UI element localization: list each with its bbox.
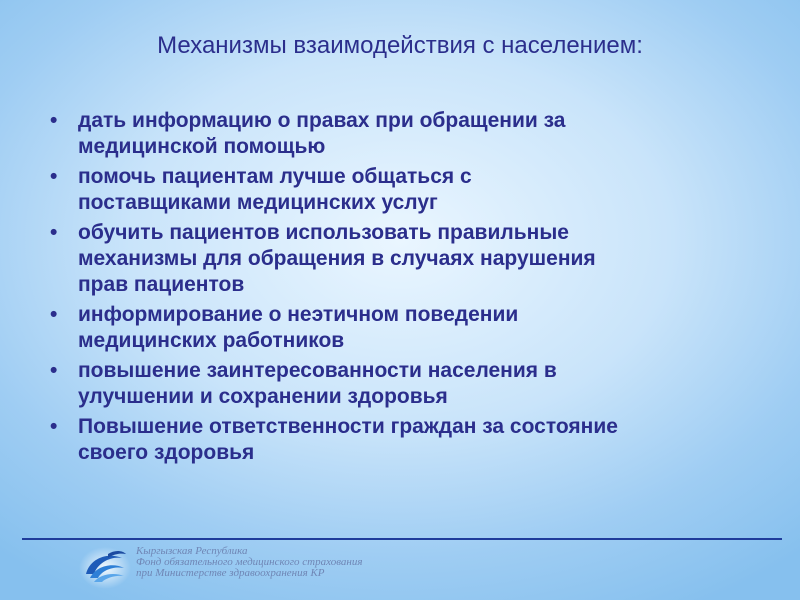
bullet-line: прав пациентов <box>78 273 245 296</box>
bullet-item <box>46 220 786 298</box>
bullet-item <box>46 164 786 216</box>
bullet-dot: • <box>50 165 58 188</box>
bullet-line: дать информацию о правах при обращении за <box>78 109 566 132</box>
footer-text <box>136 546 363 579</box>
bullet-item <box>46 358 786 410</box>
bullet-line: своего здоровья <box>78 441 255 464</box>
fund-logo-icon <box>78 544 132 590</box>
bullet-dot: • <box>50 359 58 382</box>
bullet-line: помочь пациентам лучше общаться с <box>78 165 472 188</box>
bullet-line: Повышение ответственности граждан за состояние <box>78 415 618 438</box>
bullet-line: поставщиками медицинских услуг <box>78 191 438 214</box>
footer-line-fund: Фонд обязательного медицинского страхования <box>136 556 363 568</box>
bullet-dot: • <box>50 221 58 244</box>
bullet-line: улучшении и сохранении здоровья <box>78 385 448 408</box>
bullet-item <box>46 108 786 160</box>
bullet-dot: • <box>50 303 58 326</box>
slide-title: Механизмы взаимодействия с населением: <box>157 32 643 59</box>
bullet-line: медицинской помощью <box>78 135 326 158</box>
bullet-item <box>46 302 786 354</box>
footer-divider <box>22 538 782 540</box>
footer-line-country: Кыргызская Республика <box>136 545 248 557</box>
bullet-list <box>46 108 786 470</box>
bullet-dot: • <box>50 109 58 132</box>
bullet-line: обучить пациентов использовать правильные <box>78 221 569 244</box>
bullet-item <box>46 414 786 466</box>
footer-line-ministry: при Министерстве здравоохранения КР <box>136 567 325 579</box>
bullet-dot: • <box>50 415 58 438</box>
bullet-line: медицинских работников <box>78 329 345 352</box>
bullet-line: информирование о неэтичном поведении <box>78 303 519 326</box>
bullet-line: повышение заинтересованности населения в <box>78 359 557 382</box>
bullet-line: механизмы для обращения в случаях нарушения <box>78 247 596 270</box>
